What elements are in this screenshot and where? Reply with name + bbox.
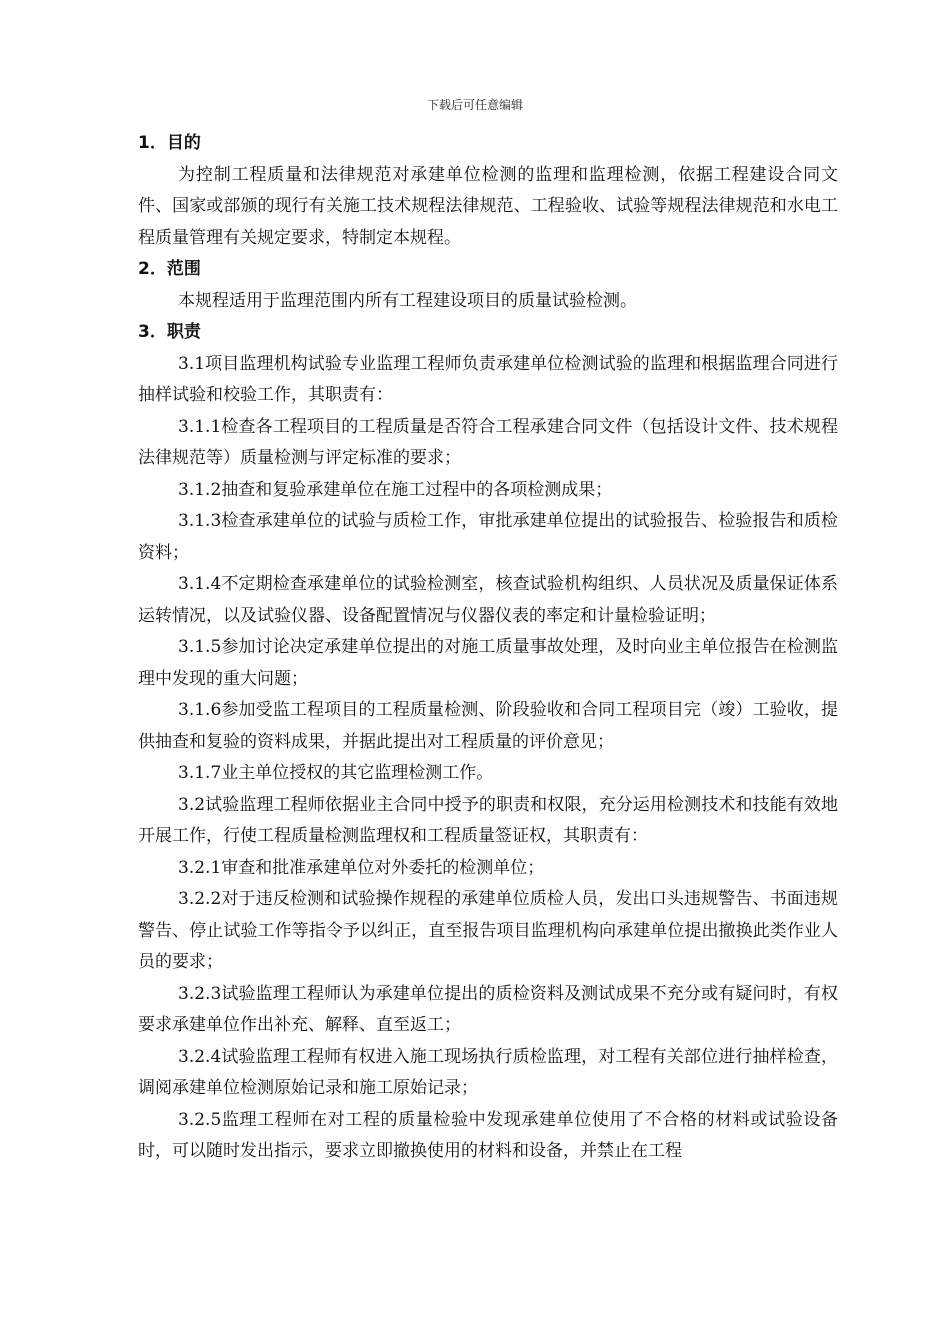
paragraph-purpose: 为控制工程质量和法律规范对承建单位检测的监理和监理检测，依据工程建设合同文件、国家或部颁的现行有关施工技术规程法律规范、工程验收、试验等规程法律规范和水电工程质量管理有关规定要求，特制定本规程。 xyxy=(138,164,838,248)
paragraph-3-1-6: 3.1.6参加受监工程项目的工程质量检测、阶段验收和合同工程项目完（竣）工验收，提供抽查和复验的资料成果，并据此提出对工程质量的评价意见； xyxy=(138,700,838,752)
paragraph-3-2: 3.2试验监理工程师依据业主合同中授予的职责和权限，充分运用检测技术和技能有效地开展工作，行使工程质量检测监理权和工程质量签证权，其职责有： xyxy=(138,794,838,846)
section-heading-scope: 2．范围 xyxy=(138,259,201,279)
paragraph-3-2-3: 3.2.3试验监理工程师认为承建单位提出的质检资料及测试成果不充分或有疑问时，有权要求承建单位作出补充、解释、直至返工； xyxy=(138,983,838,1035)
paragraph-3-1-1: 3.1.1检查各工程项目的工程质量是否符合工程承建合同文件（包括设计文件、技术规程法律规范等）质量检测与评定标准的要求； xyxy=(138,416,838,468)
paragraph-3-2-2: 3.2.2对于违反检测和试验操作规程的承建单位质检人员，发出口头违规警告、书面违规警告、停止试验工作等指令予以纠正，直至报告项目监理机构向承建单位提出撤换此类作业人员的要求； xyxy=(138,889,838,972)
paragraph-3-1-3: 3.1.3检查承建单位的试验与质检工作，审批承建单位提出的试验报告、检验报告和质检资料； xyxy=(138,511,838,563)
paragraph-scope: 本规程适用于监理范围内所有工程建设项目的质量试验检测。 xyxy=(178,290,637,311)
document-body xyxy=(138,128,838,1168)
section-heading-duties: 3．职责 xyxy=(138,322,201,342)
section-heading-purpose: 1．目的 xyxy=(138,133,201,153)
paragraph-3-2-1: 3.2.1审查和批准承建单位对外委托的检测单位； xyxy=(178,857,545,878)
paragraph-3-2-5: 3.2.5监理工程师在对工程的质量检验中发现承建单位使用了不合格的材料或试验设备时，可以随时发出指示，要求立即撤换使用的材料和设备，并禁止在工程 xyxy=(138,1109,838,1161)
paragraph-3-1-5: 3.1.5参加讨论决定承建单位提出的对施工质量事故处理，及时向业主单位报告在检测监理中发现的重大问题； xyxy=(138,637,838,689)
paragraph-3-1-4: 3.1.4不定期检查承建单位的试验检测室，核查试验机构组织、人员状况及质量保证体系运转情况，以及试验仪器、设备配置情况与仪器仪表的率定和计量检验证明； xyxy=(138,574,838,626)
paragraph-3-1-2: 3.1.2抽查和复验承建单位在施工过程中的各项检测成果； xyxy=(178,479,613,500)
page-header: 下载后可任意编辑 xyxy=(426,98,523,112)
paragraph-3-1-7: 3.1.7业主单位授权的其它监理检测工作。 xyxy=(178,763,494,783)
paragraph-3-2-4: 3.2.4试验监理工程师有权进入施工现场执行质检监理，对工程有关部位进行抽样检查，调阅承建单位检测原始记录和施工原始记录； xyxy=(138,1046,838,1098)
paragraph-3-1: 3.1项目监理机构试验专业监理工程师负责承建单位检测试验的监理和根据监理合同进行抽样试验和校验工作，其职责有： xyxy=(138,353,838,405)
